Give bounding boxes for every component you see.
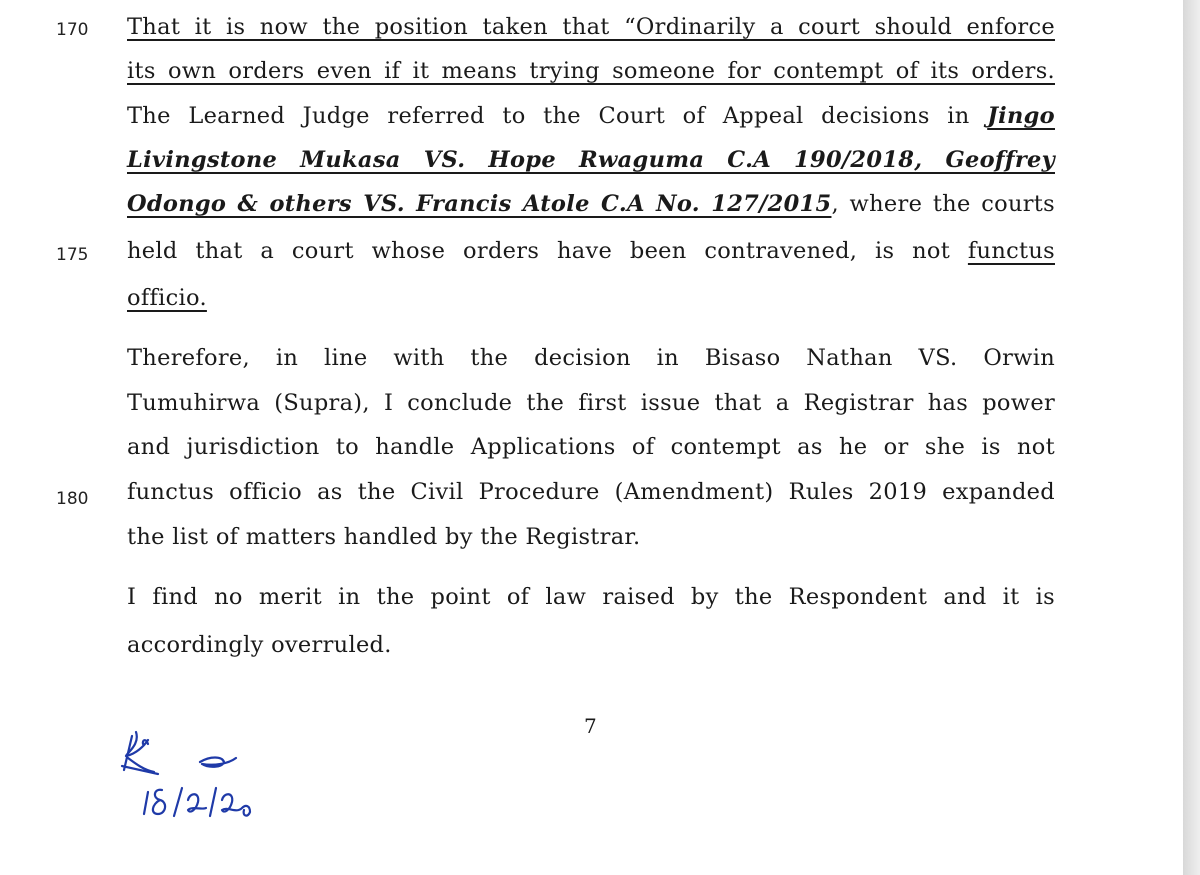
paragraph-2-line-2: Tumuhirwa (Supra), I conclude the first issue that a Registrar has power	[127, 390, 1055, 416]
paragraph-line-6-text: held that a court whose orders have been contravened, is not	[127, 238, 968, 264]
paragraph-line-5-text: , where the courts	[831, 191, 1055, 217]
paragraph-2-line-4: functus officio as the Civil Procedure (Amendment) Rules 2019 expanded	[127, 479, 1055, 505]
handwritten-signature	[118, 718, 288, 828]
term-officio: officio.	[127, 285, 207, 311]
signature-drawing	[118, 718, 288, 828]
paragraph-2-line-1: Therefore, in line with the decision in Bisaso Nathan VS. Orwin	[127, 345, 1055, 371]
page-number: 7	[584, 714, 597, 738]
paragraph-line-6	[127, 234, 1055, 268]
paragraph-line-3	[127, 99, 1055, 133]
line-number-175: 175	[56, 245, 89, 265]
paragraph-line-5	[127, 187, 1055, 221]
paragraph-3-line-1: I find no merit in the point of law raised by the Respondent and it is	[127, 584, 1055, 610]
line-number-170: 170	[56, 20, 89, 40]
paragraph-2-line-3: and jurisdiction to handle Applications of contempt as he or she is not	[127, 434, 1055, 460]
scan-edge-shadow	[1183, 0, 1200, 875]
paragraph-line-1: That it is now the position taken that “Ordinarily a court should enforce	[127, 14, 1055, 40]
paragraph-line-3-text: The Learned Judge referred to the Court of Appeal decisions in	[127, 103, 988, 129]
paragraph-line-2: its own orders even if it means trying someone for contempt of its orders.	[127, 58, 1055, 84]
paragraph-2-line-5: the list of matters handled by the Registrar.	[127, 524, 641, 550]
case-citation-line: Livingstone Mukasa VS. Hope Rwaguma C.A 190/2018, Geoffrey	[127, 147, 1055, 173]
case-citation-jingo: Jingo	[987, 103, 1055, 129]
term-functus: functus	[967, 238, 1055, 264]
case-citation-odongo: Odongo & others VS. Francis Atole C.A No. 127/2015	[127, 191, 832, 217]
paragraph-3-line-2: accordingly overruled.	[127, 632, 392, 658]
line-number-180: 180	[56, 489, 89, 509]
paragraph-line-7	[127, 281, 1055, 315]
